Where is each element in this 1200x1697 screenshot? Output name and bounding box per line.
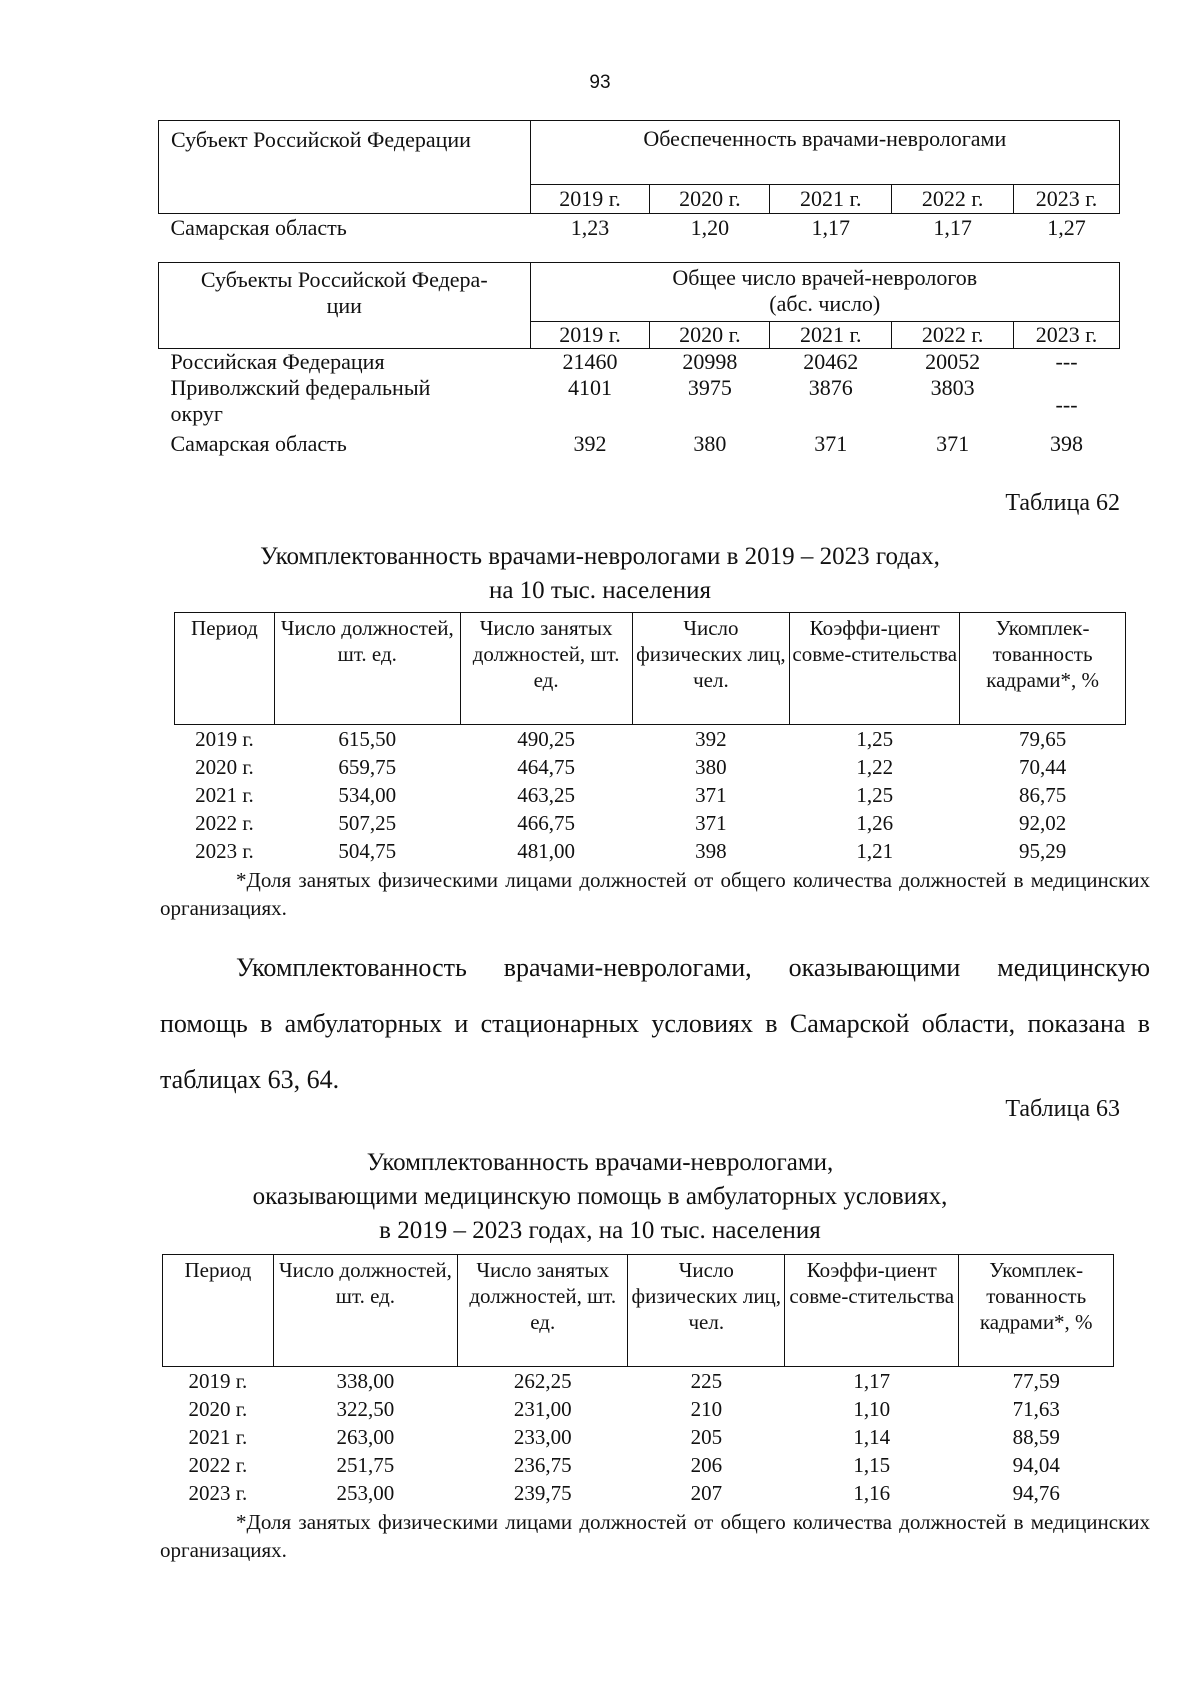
- value-cell: 392: [695, 727, 727, 751]
- value-cell: 481,00: [517, 839, 575, 863]
- value-cell: 77,59: [1012, 1369, 1060, 1393]
- value-cell: 464,75: [517, 755, 575, 779]
- table-63-title-line: в 2019 – 2023 годах, на 10 тыс. населения: [379, 1217, 821, 1244]
- table-63: [162, 1254, 1114, 1507]
- value-cell: 94,76: [1012, 1481, 1060, 1505]
- year-header: 2019 г.: [530, 322, 650, 349]
- value-cell: 1,17: [811, 215, 851, 240]
- value-cell: 3876: [808, 375, 853, 400]
- value-cell: 1,21: [856, 839, 894, 863]
- value-cell: 239,75: [513, 1481, 572, 1505]
- value-cell: 371: [814, 431, 848, 456]
- value-cell: 20998: [682, 349, 738, 374]
- value-cell: ---: [1055, 349, 1078, 374]
- region-cell: Российская Федерация: [170, 349, 385, 374]
- table-row: [163, 1395, 1114, 1423]
- value-cell: 398: [695, 839, 727, 863]
- value-cell: 1,14: [853, 1425, 891, 1449]
- value-cell: 20462: [803, 349, 859, 374]
- value-cell: 92,02: [1018, 811, 1067, 835]
- period-cell: 2019 г.: [195, 727, 254, 751]
- value-cell: 466,75: [517, 811, 575, 835]
- column-header: Укомплек-тованность кадрами*, %: [959, 1255, 1114, 1367]
- column-header: Число занятых должностей, шт. ед.: [457, 1255, 627, 1367]
- year-header: 2022 г.: [892, 185, 1014, 214]
- value-cell: 490,25: [517, 727, 575, 751]
- value-cell: 322,50: [336, 1397, 395, 1421]
- value-cell: 236,75: [513, 1453, 572, 1477]
- group-header: [530, 263, 1119, 322]
- value-cell: 206: [690, 1453, 723, 1477]
- year-header: 2022 г.: [892, 322, 1014, 349]
- value-cell: 21460: [562, 349, 618, 374]
- value-cell: 95,29: [1018, 839, 1067, 863]
- value-cell: 615,50: [338, 727, 397, 751]
- value-cell: 251,75: [336, 1453, 395, 1477]
- region-header: Субъект Российской Федерации: [159, 121, 531, 214]
- body-paragraph: Укомплектованность врачами-неврологами, оказывающими медицинскую помощь в амбулаторных и стационарных условиях в Самарской области, показана в таблицах 63, 64.: [160, 953, 1150, 1094]
- column-header: Число занятых должностей, шт. ед.: [460, 613, 632, 725]
- value-cell: 398: [1050, 431, 1084, 456]
- table-row: [159, 427, 1120, 457]
- period-cell: 2020 г.: [195, 755, 254, 779]
- region-header-line: ции: [326, 293, 362, 318]
- value-cell: 263,00: [336, 1425, 395, 1449]
- table-63-title-line: Укомплектованность врачами-неврологами,: [366, 1149, 834, 1176]
- value-cell: 1,26: [856, 811, 894, 835]
- value-cell: 262,25: [513, 1369, 572, 1393]
- value-cell: 71,63: [1012, 1397, 1060, 1421]
- region-line: округ: [170, 401, 223, 426]
- table-62: [174, 612, 1126, 865]
- table-62-label: Таблица 62: [1005, 490, 1120, 516]
- value-cell: 4101: [568, 375, 613, 400]
- region-cell: Самарская область: [170, 431, 347, 456]
- value-cell: 338,00: [336, 1369, 395, 1393]
- region-cell: Самарская область: [170, 215, 347, 240]
- column-header: Коэффи-циент совме-стительства: [785, 1255, 959, 1367]
- column-header: Число физических лиц, чел.: [632, 613, 790, 725]
- table-row: [159, 214, 1120, 243]
- table-63-title-line: оказывающими медицинскую помощь в амбулаторных условиях,: [252, 1183, 948, 1210]
- region-header: [159, 263, 531, 349]
- value-cell: 392: [573, 431, 607, 456]
- period-cell: 2020 г.: [188, 1397, 248, 1421]
- value-cell: 79,65: [1018, 727, 1067, 751]
- value-cell: ---: [1055, 392, 1078, 417]
- table-63-footnote: *Доля занятых физическими лицами должностей от общего количества должностей в медицинских организациях.: [160, 1510, 1150, 1562]
- value-cell: 371: [695, 811, 727, 835]
- value-cell: 225: [690, 1369, 723, 1393]
- table-row: [175, 809, 1126, 837]
- table-row: [159, 349, 1120, 376]
- value-cell: 1,23: [570, 215, 610, 240]
- value-cell: 380: [693, 431, 727, 456]
- value-cell: 1,22: [856, 755, 894, 779]
- table-row: [175, 725, 1126, 754]
- table-row: [163, 1451, 1114, 1479]
- column-header: Коэффи-циент совме-стительства: [790, 613, 960, 725]
- value-cell: 504,75: [338, 839, 397, 863]
- table-62-title-line: Укомплектованность врачами-неврологами в 2019 – 2023 годах,: [260, 543, 940, 570]
- year-header: 2021 г.: [770, 185, 892, 214]
- column-header: Число должностей, шт. ед.: [274, 613, 460, 725]
- value-cell: 3975: [687, 375, 732, 400]
- value-cell: 231,00: [513, 1397, 572, 1421]
- period-cell: 2021 г.: [195, 783, 254, 807]
- value-cell: 1,20: [690, 215, 730, 240]
- value-cell: 1,10: [853, 1397, 891, 1421]
- value-cell: 1,25: [856, 727, 894, 751]
- value-cell: 534,00: [338, 783, 397, 807]
- value-cell: 659,75: [338, 755, 397, 779]
- table-row: [163, 1423, 1114, 1451]
- column-header: Число должностей, шт. ед.: [273, 1255, 457, 1367]
- value-cell: 205: [690, 1425, 723, 1449]
- value-cell: 253,00: [336, 1481, 395, 1505]
- value-cell: 88,59: [1012, 1425, 1060, 1449]
- value-cell: 507,25: [338, 811, 397, 835]
- period-cell: 2022 г.: [188, 1453, 248, 1477]
- value-cell: 1,25: [856, 783, 894, 807]
- value-cell: 371: [936, 431, 970, 456]
- value-cell: 1,27: [1047, 215, 1086, 240]
- total-neurologists-table: [158, 262, 1120, 457]
- table-row: [175, 781, 1126, 809]
- value-cell: 1,17: [933, 215, 972, 240]
- table-62-footnote: *Доля занятых физическими лицами должностей от общего количества должностей в медицинских организациях.: [160, 868, 1150, 920]
- value-cell: 1,16: [853, 1481, 891, 1505]
- value-cell: 20052: [925, 349, 981, 374]
- region-cell: [159, 375, 531, 427]
- table-row: [163, 1367, 1114, 1396]
- value-cell: 380: [695, 755, 727, 779]
- table-row: [159, 375, 1120, 427]
- column-header: Период: [163, 1255, 274, 1367]
- value-cell: 94,04: [1012, 1453, 1060, 1477]
- period-cell: 2021 г.: [188, 1425, 248, 1449]
- group-header-line: Общее число врачей-неврологов: [672, 265, 978, 290]
- year-header: 2021 г.: [770, 322, 892, 349]
- page-number: 93: [589, 72, 611, 93]
- region-header-line: Субъекты Российской Федера-: [200, 267, 488, 292]
- value-cell: 70,44: [1018, 755, 1067, 779]
- value-cell: 463,25: [517, 783, 575, 807]
- value-cell: 371: [695, 783, 727, 807]
- period-cell: 2022 г.: [195, 811, 254, 835]
- period-cell: 2023 г.: [188, 1481, 248, 1505]
- year-header: 2020 г.: [650, 322, 770, 349]
- column-header: Период: [175, 613, 275, 725]
- table-62-title-line: на 10 тыс. населения: [488, 577, 712, 604]
- value-cell: 233,00: [513, 1425, 572, 1449]
- value-cell: 1,17: [853, 1369, 891, 1393]
- table-row: [175, 837, 1126, 865]
- year-header: 2023 г.: [1014, 185, 1120, 214]
- year-header: 2020 г.: [650, 185, 770, 214]
- value-cell: 210: [690, 1397, 723, 1421]
- period-cell: 2023 г.: [195, 839, 254, 863]
- column-header: Число физических лиц, чел.: [628, 1255, 785, 1367]
- group-header: Обеспеченность врачами-неврологами: [530, 121, 1119, 185]
- value-cell: 207: [690, 1481, 723, 1505]
- value-cell: 1,15: [853, 1453, 891, 1477]
- period-cell: 2019 г.: [188, 1369, 248, 1393]
- group-header-line: (абс. число): [769, 291, 881, 316]
- value-cell: 86,75: [1018, 783, 1067, 807]
- year-header: 2023 г.: [1014, 322, 1120, 349]
- table-row: [175, 753, 1126, 781]
- provision-table: [158, 120, 1120, 242]
- year-header: 2019 г.: [530, 185, 650, 214]
- value-cell: 3803: [930, 375, 975, 400]
- column-header: Укомплек-тованность кадрами*, %: [960, 613, 1126, 725]
- table-63-label: Таблица 63: [1005, 1096, 1120, 1122]
- region-line: Приволжский федеральный: [170, 375, 431, 400]
- table-row: [163, 1479, 1114, 1507]
